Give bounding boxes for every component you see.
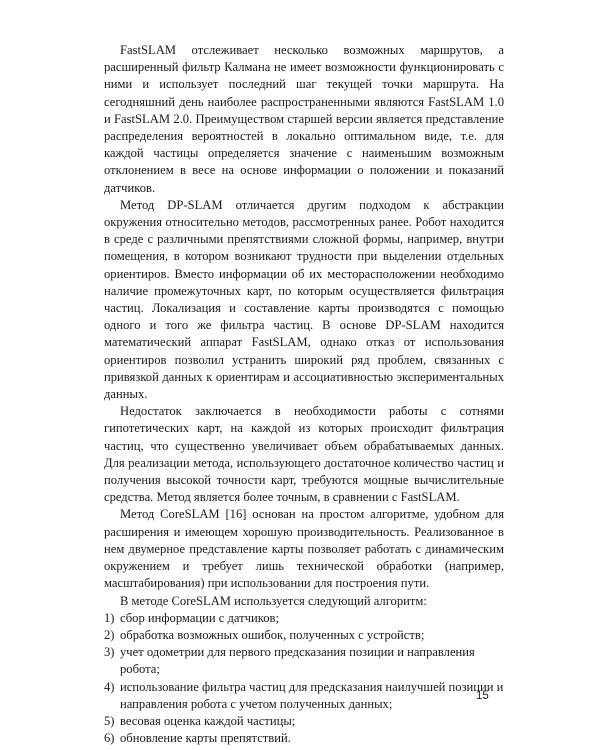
algorithm-steps-list: [104, 610, 504, 748]
list-item: [104, 730, 504, 747]
body-text: [104, 42, 504, 747]
paragraph-coreslam: Метод CoreSLAM [16] основан на простом алгоритме, удобном для расширения и имеющем хорошую производительность. Реализованное в нем двумерное представление карты позволяет работать с динамическим окружением и требует лишь технической обработки (например, масштабирования) при использовании для построения пути.: [104, 507, 504, 591]
list-item: [104, 679, 504, 713]
paragraph-algorithm-intro: В методе CoreSLAM используется следующий алгоритм:: [120, 593, 427, 608]
list-item-text: использование фильтра частиц для предсказания наилучшей позиции и направления робота с учетом полученных данных;: [120, 679, 504, 711]
list-item-number: 4): [104, 679, 115, 694]
list-item: [104, 627, 504, 644]
list-item-text: обновление карты препятствий.: [120, 731, 291, 746]
list-item-number: 3): [104, 645, 115, 660]
list-item-text: учет одометрии для первого предсказания позиции и направления робота;: [120, 645, 475, 677]
list-item: [104, 644, 504, 678]
paragraph-fastslam: FastSLAM отслеживает несколько возможных маршрутов, а расширенный фильтр Калмана не имеет возможности функционировать с ними и использует последний шаг текущей точки маршрута. На сегодняшний день наиболее распространенными являются FastSLAM 1.0 и FastSLAM 2.0. Преимуществом старшей версии является представление распределения вероятностей в локально оптимальном виде, т.е. для каждой частицы определяется значение с наименьшим возможным отклонением в весе на основе информации о положении и показаний датчиков.: [104, 43, 504, 195]
paragraph-drawback: Недостаток заключается в необходимости работы с сотнями гипотетических карт, на каждой из которых происходит фильтрация частиц, что существенно увеличивает объем обрабатываемых данных. Для реализации метода, использующего достаточное количество частиц и получения высокой точности карт, требуются мощные вычислительные средства. Метод является более точным, в сравнении с FastSLAM.: [104, 404, 504, 505]
list-item-text: сбор информации с датчиков;: [120, 610, 279, 625]
list-item-number: 2): [104, 627, 115, 642]
page-number: 15: [476, 690, 489, 702]
list-item: [104, 713, 504, 730]
paragraph-dp-slam: Метод DP-SLAM отличается другим подходом к абстракции окружения относительно методов, рассмотренных ранее. Робот находится в среде с различными препятствиями сложной формы, например, внутри помещения, в котором возникают трудности при выделении отдельных ориентиров. Вместо информации об их месторасположении необходимо наличие промежуточных карт, по которым осуществляется фильтрация частиц. Локализация и составление карты производятся с помощью одного и того же фильтра частиц. В основе DP-SLAM находится математический аппарат FastSLAM, однако отказ от использования ориентиров позволил устранить широкий ряд проблем, связанных с привязкой данных к ориентирам и ассоциативностью экспериментальных данных.: [104, 197, 504, 402]
list-item-number: 6): [104, 731, 115, 746]
list-item-text: обработка возможных ошибок, полученных с устройств;: [120, 627, 425, 642]
list-item-number: 1): [104, 610, 115, 625]
list-item: [104, 610, 504, 627]
list-item-text: весовая оценка каждой частицы;: [120, 713, 296, 728]
list-item-number: 5): [104, 713, 115, 728]
